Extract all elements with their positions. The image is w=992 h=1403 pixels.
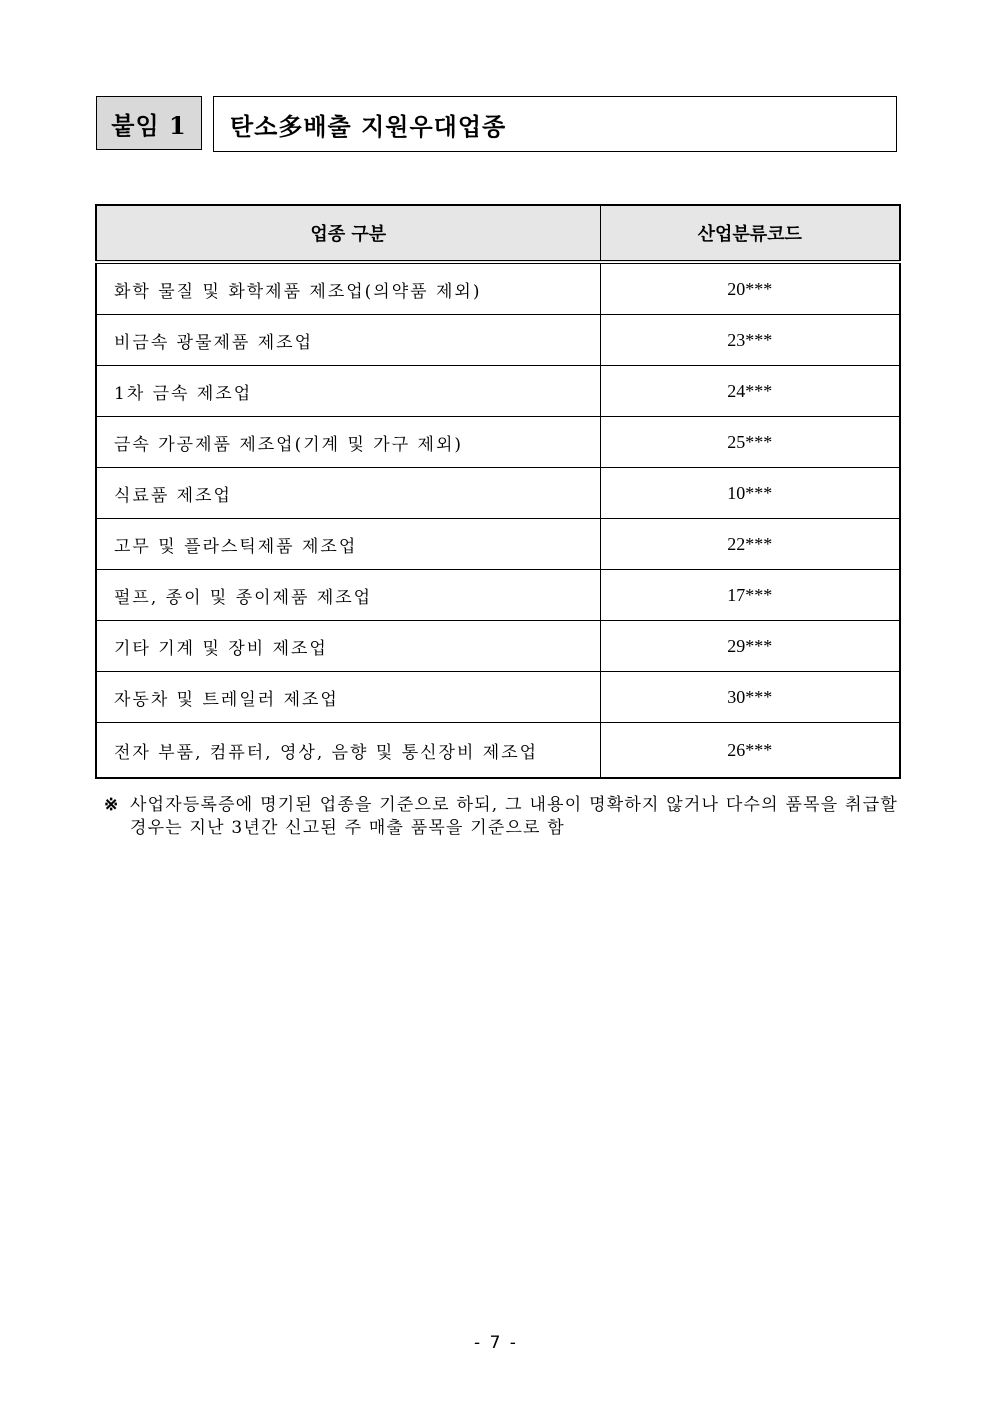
attachment-title-bar [96, 96, 897, 152]
industry-name: 펄프, 종이 및 종이제품 제조업 [96, 570, 600, 621]
reference-mark-icon: ※ [104, 795, 120, 815]
table-row [96, 570, 900, 621]
footnote [104, 794, 898, 840]
industry-name: 1차 금속 제조업 [96, 366, 600, 417]
attachment-label: 붙임 1 [96, 96, 202, 150]
industry-code: 30*** [600, 672, 900, 723]
attachment-title: 탄소多배출 지원우대업종 [213, 96, 897, 152]
industry-name: 전자 부품, 컴퓨터, 영상, 음향 및 통신장비 제조업 [96, 723, 600, 779]
industry-code: 22*** [600, 519, 900, 570]
industry-name: 화학 물질 및 화학제품 제조업(의약품 제외) [96, 262, 600, 315]
industry-code: 20*** [600, 262, 900, 315]
table-row [96, 262, 900, 315]
header-industry-category: 업종 구분 [96, 205, 600, 262]
industry-code: 26*** [600, 723, 900, 779]
industry-name: 식료품 제조업 [96, 468, 600, 519]
page-number: - 7 - [474, 1333, 518, 1353]
header-industry-code: 산업분류코드 [600, 205, 900, 262]
industry-name: 금속 가공제품 제조업(기계 및 가구 제외) [96, 417, 600, 468]
industry-code: 10*** [600, 468, 900, 519]
industry-code: 25*** [600, 417, 900, 468]
industry-code: 17*** [600, 570, 900, 621]
table-row [96, 315, 900, 366]
industry-table [95, 204, 901, 779]
industry-name: 기타 기계 및 장비 제조업 [96, 621, 600, 672]
table-row [96, 672, 900, 723]
industry-name: 고무 및 플라스틱제품 제조업 [96, 519, 600, 570]
industry-code: 23*** [600, 315, 900, 366]
table-row [96, 366, 900, 417]
footnote-text: 사업자등록증에 명기된 업종을 기준으로 하되, 그 내용이 명확하지 않거나 다수의 품목을 취급할 경우는 지난 3년간 신고된 주 매출 품목을 기준으로 함 [130, 795, 898, 838]
industry-name: 자동차 및 트레일러 제조업 [96, 672, 600, 723]
table-row [96, 468, 900, 519]
industry-name: 비금속 광물제품 제조업 [96, 315, 600, 366]
table-row [96, 519, 900, 570]
table-header-row [96, 205, 900, 262]
industry-code: 24*** [600, 366, 900, 417]
table-row [96, 417, 900, 468]
industry-code: 29*** [600, 621, 900, 672]
table-row [96, 723, 900, 779]
table-row [96, 621, 900, 672]
